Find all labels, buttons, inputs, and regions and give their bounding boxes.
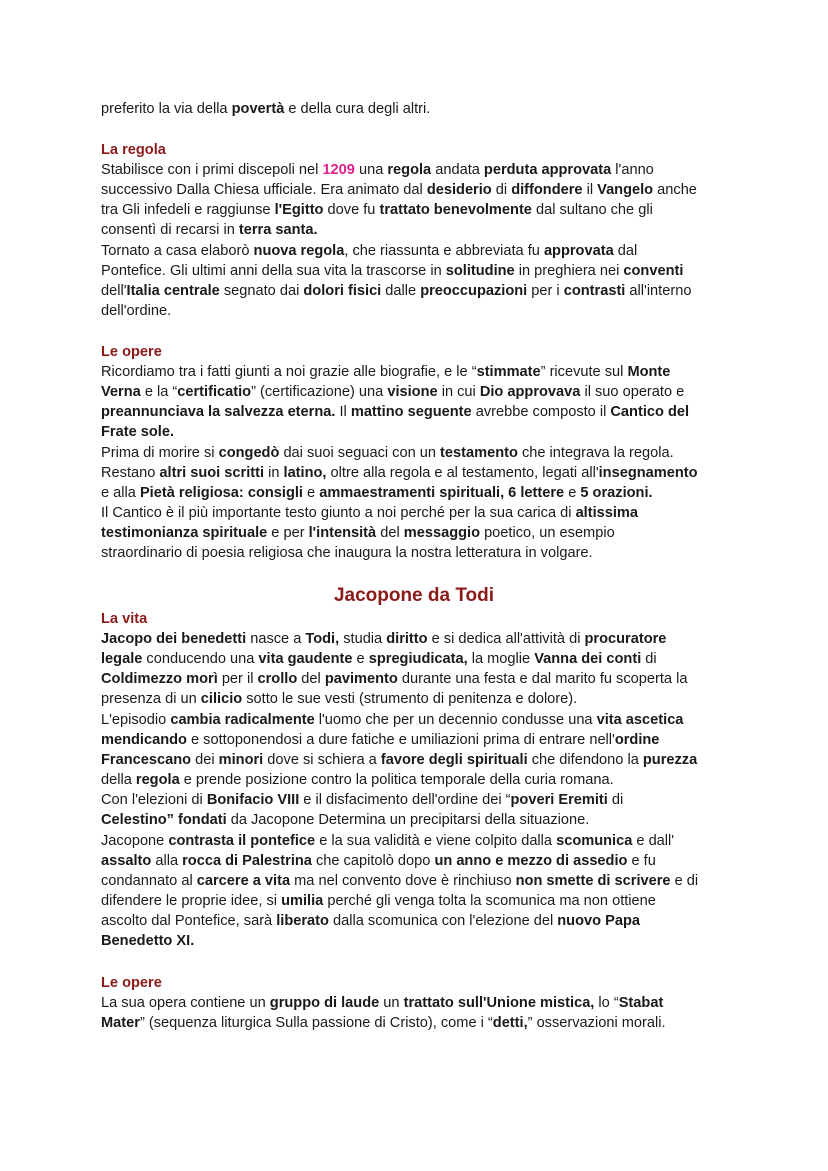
bold-text: Italia centrale	[126, 282, 220, 299]
text-line	[101, 523, 741, 543]
text: andata	[431, 162, 484, 178]
text: dalla scomunica con l'elezione del	[328, 913, 558, 930]
text: il suo operato e	[580, 384, 685, 401]
bold-text: insegnamento	[598, 464, 698, 481]
text: preferito la via della	[101, 101, 232, 117]
text: da Jacopone Determina un precipitarsi della situazione.	[226, 812, 590, 829]
text: tra Gli infedeli e raggiunse	[101, 202, 275, 219]
highlighted-year: 1209	[322, 162, 355, 178]
text-line	[101, 160, 741, 180]
text-line	[101, 669, 741, 689]
bold-text: ordine	[614, 731, 660, 748]
bold-text: certificatio	[177, 384, 252, 401]
text: di	[607, 792, 624, 809]
bold-text: legale	[101, 651, 143, 668]
bold-text: Mater	[101, 1015, 140, 1032]
text: Pontefice. Gli ultimi anni della sua vita la trascorse in	[101, 262, 446, 279]
text: studia	[339, 631, 387, 647]
text: e	[302, 484, 320, 501]
text: e	[564, 484, 581, 501]
text: dei	[191, 751, 219, 768]
bold-text: carcere a vita	[196, 872, 291, 889]
section-heading-opere-jacopone: Le opere	[101, 975, 162, 991]
text: in preghiera nei	[514, 262, 624, 279]
text-line	[101, 871, 741, 891]
text: e di	[670, 872, 699, 889]
bold-text: Stabat	[618, 995, 664, 1011]
text: e per	[267, 525, 309, 542]
text: Restano	[101, 464, 160, 481]
text-line	[101, 180, 741, 200]
text: un	[379, 995, 404, 1011]
text: per i	[527, 282, 564, 299]
text: Il	[335, 404, 351, 421]
text: del	[376, 525, 404, 542]
text: poetico, un esempio	[480, 525, 615, 542]
text-line	[101, 503, 741, 523]
bold-text: gruppo di laude	[269, 995, 380, 1011]
bold-text: pavimento	[324, 671, 398, 688]
bold-text: trattato benevolmente	[379, 202, 532, 219]
bold-text: altissima	[575, 505, 639, 522]
bold-text: approvata	[543, 242, 614, 259]
bold-text: trattato sull'Unione mistica,	[403, 995, 595, 1011]
bold-text: procuratore	[584, 631, 667, 647]
bold-text: poveri Eremiti	[510, 792, 608, 809]
text: la moglie	[467, 651, 535, 668]
text-line	[101, 629, 741, 649]
text-line	[101, 463, 741, 483]
bold-text: favore degli spirituali	[380, 751, 528, 768]
text: oltre alla regola e al testamento, legati all'	[326, 464, 599, 481]
text-line	[101, 750, 741, 770]
text: dove si schiera a	[263, 751, 381, 768]
text-line	[101, 402, 741, 422]
text: perché gli venga tolta la scomunica ma non ottiene	[323, 893, 656, 910]
bold-text: Bonifacio VIII	[206, 792, 300, 809]
text-line	[101, 241, 741, 261]
bold-text: terra santa.	[238, 222, 318, 239]
bold-text: Jacopo dei benedetti	[101, 631, 247, 647]
text: all'interno	[625, 282, 692, 299]
bold-text: umilia	[281, 893, 324, 910]
bold-text: un anno e mezzo di assedio	[434, 852, 628, 869]
text-line	[101, 261, 741, 281]
bold-text: 5 orazioni.	[580, 484, 653, 501]
bold-text: mendicando	[101, 731, 187, 748]
text-line	[101, 483, 741, 503]
text: Jacopone	[101, 832, 169, 849]
bold-text: assalto	[101, 852, 152, 869]
text: ma nel convento dove è rinchiuso	[290, 872, 516, 889]
text-line	[101, 301, 741, 321]
bold-text: stimmate	[476, 364, 541, 380]
bold-text: desiderio	[426, 182, 492, 199]
text-line	[101, 831, 741, 851]
bold-text: visione	[387, 384, 438, 401]
bold-text: cilicio	[200, 691, 243, 708]
section-heading-opere: Le opere	[101, 344, 162, 360]
bold-text: regola	[387, 162, 432, 178]
text: durante una festa e dal marito fu scoperta la	[397, 671, 688, 688]
bold-text: spregiudicata,	[368, 651, 468, 668]
bold-text: Coldimezzo morì	[101, 671, 218, 688]
text: dai suoi seguaci con un	[279, 444, 441, 461]
text-line	[101, 710, 741, 730]
text: e della cura degli altri.	[284, 101, 431, 117]
bold-text: ammaestramenti spirituali, 6 lettere	[319, 484, 565, 501]
text: e dall'	[632, 832, 675, 849]
text: e	[352, 651, 369, 668]
text-line	[101, 422, 741, 442]
bold-text: non smette di scrivere	[515, 872, 671, 889]
bold-text: Vanna dei conti	[534, 651, 642, 668]
text: dal sultano che gli	[531, 202, 653, 219]
text: anche	[653, 182, 697, 199]
text-line	[101, 689, 741, 709]
text: condannato al	[101, 872, 197, 889]
text-line	[101, 770, 741, 790]
bold-text: conventi	[623, 262, 684, 279]
bold-text: altri suoi scritti	[159, 464, 265, 481]
bold-text: crollo	[257, 671, 298, 688]
text: dal	[613, 242, 638, 259]
regola-paragraph	[101, 160, 741, 321]
text: ” (sequenza liturgica Sulla passione di Cristo), come i “	[139, 1015, 493, 1032]
bold-text: regola	[135, 772, 180, 789]
opere-paragraph	[101, 362, 741, 564]
text: L'episodio	[101, 711, 171, 728]
bold-text: testamento	[440, 444, 518, 461]
text-line	[101, 543, 741, 563]
text-line	[101, 281, 741, 301]
text-line	[101, 851, 741, 871]
text: in	[264, 464, 284, 481]
text: e la “	[140, 384, 178, 401]
bold-text: detti,	[492, 1015, 528, 1032]
text: presenza di un	[101, 691, 201, 708]
bold-text: vita gaudente	[258, 651, 353, 668]
text: di	[491, 182, 512, 199]
text: una	[354, 162, 388, 178]
text: che capitolò dopo	[311, 852, 435, 869]
bold-text: l'intensità	[308, 525, 377, 542]
text-line	[101, 911, 741, 931]
text: e fu	[627, 852, 656, 869]
bold-text: povertà	[231, 101, 285, 117]
text: ” (certificazione) una	[251, 384, 388, 401]
bold-text: liberato	[276, 913, 329, 930]
text: successivo Dalla Chiesa ufficiale. Era animato dal	[101, 182, 427, 199]
text: Il Cantico è il più importante testo giunto a noi perché per la sua carica di	[101, 505, 576, 522]
bold-text: Celestino” fondati	[101, 812, 227, 829]
vita-paragraph	[101, 629, 741, 952]
text: e sottoponendosi a dure fatiche e umiliazioni prima di entrare nell'	[186, 731, 615, 748]
text: Prima di morire si	[101, 444, 219, 461]
section-heading-vita: La vita	[101, 611, 148, 627]
bold-text: Frate sole.	[101, 424, 174, 441]
text: dove fu	[323, 202, 380, 219]
text-line	[101, 1013, 741, 1033]
text: difendere le proprie idee, si	[101, 893, 282, 910]
text: nasce a	[246, 631, 306, 647]
text: sotto le sue vesti (strumento di penitenza e dolore).	[242, 691, 578, 708]
bold-text: vita ascetica	[596, 711, 684, 728]
text-line	[101, 810, 741, 830]
text-line	[101, 790, 741, 810]
text: Stabilisce con i primi discepoli nel	[101, 162, 323, 178]
bold-text: minori	[218, 751, 264, 768]
text: dell'	[101, 282, 127, 299]
text: dell'ordine.	[101, 303, 172, 320]
bold-text: mattino seguente	[350, 404, 472, 421]
text-line	[101, 993, 741, 1013]
bold-text: congedò	[218, 444, 280, 461]
text: , che riassunta e abbreviata fu	[344, 242, 544, 259]
text: l'uomo che per un decennio condusse una	[314, 711, 597, 728]
bold-text: solitudine	[445, 262, 515, 279]
bold-text: cambia radicalmente	[170, 711, 315, 728]
bold-text: preoccupazioni	[420, 282, 528, 299]
text: e si dedica all'attività di	[427, 631, 585, 647]
text: avrebbe composto il	[471, 404, 611, 421]
bold-text: scomunica	[556, 832, 633, 849]
text: conducendo una	[142, 651, 259, 668]
text: Tornato a casa elaborò	[101, 242, 254, 259]
text: in cui	[437, 384, 480, 401]
bold-text: Dio approvava	[479, 384, 581, 401]
text: e la sua validità e viene colpito dalla	[315, 832, 557, 849]
text-line	[101, 443, 741, 463]
bold-text: Todi,	[305, 631, 340, 647]
bold-text: Francescano	[101, 751, 192, 768]
text: e il disfacimento dell'ordine dei “	[299, 792, 511, 809]
bold-text: dolori fisici	[303, 282, 382, 299]
bold-text: nuovo Papa	[557, 913, 640, 930]
bold-text: Verna	[101, 384, 141, 401]
bold-text: Benedetto XI.	[101, 933, 195, 950]
text: straordinario di poesia religiosa che inaugura la nostra letteratura in volgare.	[101, 545, 593, 562]
text: segnato dai	[219, 282, 304, 299]
text: ascolto dal Pontefice, sarà	[101, 913, 277, 930]
text: l'anno	[611, 162, 654, 178]
text-line	[101, 200, 741, 220]
text: ” osservazioni morali.	[527, 1015, 666, 1032]
text: e alla	[101, 484, 140, 501]
text: il	[582, 182, 598, 199]
bold-text: Vangelo	[597, 182, 654, 199]
text-line	[101, 220, 741, 240]
text: lo “	[594, 995, 619, 1011]
bold-text: nuova regola	[253, 242, 345, 259]
bold-text: diritto	[386, 631, 428, 647]
text-line	[101, 730, 741, 750]
bold-text: Cantico del	[610, 404, 690, 421]
section-title-jacopone: Jacopone da Todi	[333, 585, 495, 606]
text-line	[101, 931, 741, 951]
text: e prende posizione contro la politica temporale della curia romana.	[179, 772, 614, 789]
text-line	[101, 649, 741, 669]
bold-text: messaggio	[403, 525, 481, 542]
bold-text: rocca di Palestrina	[182, 852, 312, 869]
opere-jacopone-paragraph	[101, 993, 741, 1033]
bold-text: testimonianza spirituale	[101, 525, 268, 542]
text: consentì di recarsi in	[101, 222, 239, 239]
text-line	[101, 891, 741, 911]
text-line	[101, 382, 741, 402]
text: Con l'elezioni di	[101, 792, 207, 809]
text: che difendono la	[527, 751, 643, 768]
text-line	[101, 362, 741, 382]
bold-text: contrasta il pontefice	[168, 832, 316, 849]
bold-text: contrasti	[563, 282, 626, 299]
text: del	[297, 671, 325, 688]
text: ” ricevute sul	[540, 364, 628, 380]
bold-text: l'Egitto	[274, 202, 324, 219]
text: di	[641, 651, 657, 668]
text: per il	[217, 671, 258, 688]
bold-text: perduta approvata	[483, 162, 612, 178]
bold-text: Pietà religiosa: consigli	[139, 484, 303, 501]
text: La sua opera contiene un	[101, 995, 270, 1011]
text-line	[101, 99, 741, 119]
bold-text: diffondere	[511, 182, 583, 199]
bold-text: latino,	[283, 464, 327, 481]
bold-text: preannunciava la salvezza eterna.	[101, 404, 336, 421]
text: Ricordiamo tra i fatti giunti a noi grazie alle biografie, e le “	[101, 364, 477, 380]
bold-text: purezza	[642, 751, 698, 768]
text: della	[101, 772, 136, 789]
text: che integrava la regola.	[517, 444, 674, 461]
bold-text: Monte	[627, 364, 671, 380]
text: dalle	[381, 282, 421, 299]
section-heading-regola: La regola	[101, 142, 166, 158]
intro-paragraph	[101, 99, 741, 119]
text: alla	[151, 852, 183, 869]
